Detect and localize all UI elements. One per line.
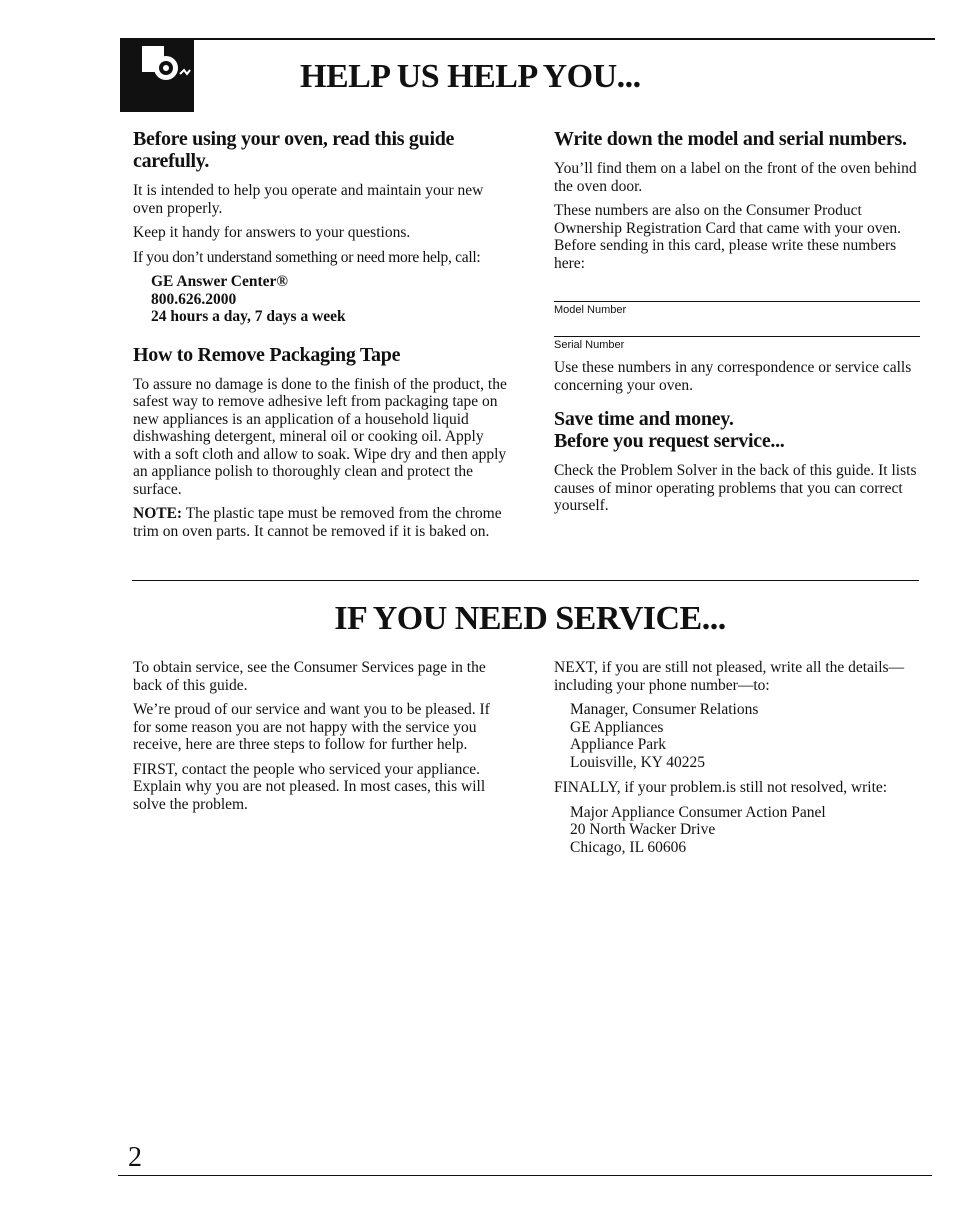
address-action-panel [554, 804, 924, 857]
section-heading-packaging-tape: How to Remove Packaging Tape [133, 343, 401, 366]
paragraph: Keep it handy for answers to your questions. [133, 224, 411, 241]
address-line: Major Appliance Consumer Action Panel [570, 803, 826, 821]
address-line: 20 North Wacker Drive [570, 821, 716, 838]
paragraph: Check the Problem Solver in the back of this guide. It lists causes of minor operating problems that you can correct yourself. [554, 462, 917, 514]
address-consumer-relations [554, 701, 924, 771]
paragraph: To assure no damage is done to the finish of the product, the safest way to remove adhesive left from packaging tape on new appliances is an application of a household liquid dishwashing detergent, mineral oil or cooking oil. Apply with a soft cloth and allow to soak. Wipe dry and then apply an appliance polish to thoroughly clean and protect the surface. [133, 375, 507, 498]
paragraph: To obtain service, see the Consumer Services page in the back of this guide. [133, 659, 486, 694]
paragraph: We’re proud of our service and want you to be pleased. If for some reason you are not happy with the service you receive, here are three steps to follow for further help. [133, 701, 490, 753]
serial-number-line[interactable] [554, 336, 920, 337]
note-text: The plastic tape must be removed from the chrome trim on oven parts. It cannot be removed if it is baked on. [133, 505, 502, 540]
left-column [133, 128, 508, 547]
address-line: GE Appliances [570, 718, 664, 736]
right-column [554, 128, 924, 522]
address-line: Appliance Park [570, 736, 666, 753]
paragraph: These numbers are also on the Consumer Product Ownership Registration Card that came with your oven. Before sending in this card, please write these numbers here: [554, 202, 901, 272]
address-line: Chicago, IL 60606 [570, 838, 687, 856]
page-number: 2 [128, 1142, 142, 1173]
page-title: HELP US HELP YOU... [300, 58, 641, 95]
top-rule [120, 38, 935, 40]
section-divider [132, 580, 919, 581]
paragraph: If you don’t understand something or need more help, call: [133, 248, 481, 266]
service-right-column [554, 659, 924, 864]
serial-number-label: Serial Number [554, 339, 625, 351]
paragraph: You’ll find them on a label on the front of the oven behind the oven door. [554, 160, 917, 195]
contact-hours: 24 hours a day, 7 days a week [151, 308, 346, 325]
model-number-line[interactable] [554, 301, 920, 302]
contact-phone: 800.626.2000 [151, 290, 237, 308]
bottom-rule [118, 1175, 932, 1176]
contact-block [133, 273, 508, 326]
section-heading-save-time: Save time and money. [554, 408, 734, 430]
section-heading-read-guide: Before using your oven, read this guide carefully. [133, 128, 455, 172]
paragraph: FINALLY, if your problem.is still not resolved, write: [554, 779, 888, 796]
model-number-label: Model Number [554, 304, 627, 316]
note-label: NOTE: [133, 505, 183, 522]
oven-icon [120, 38, 194, 112]
paragraph: NEXT, if you are still not pleased, write all the details—including your phone number—to: [554, 659, 905, 694]
paragraph: FIRST, contact the people who serviced your appliance. Explain why you are not pleased. In most cases, this will solve the problem. [133, 760, 486, 813]
paragraph: Use these numbers in any correspondence or service calls concerning your oven. [554, 359, 912, 394]
section-heading-model-serial: Write down the model and serial numbers. [554, 128, 907, 150]
note-paragraph [133, 505, 508, 540]
contact-name: GE Answer Center® [151, 273, 289, 290]
service-left-column [133, 659, 503, 820]
service-title: IF YOU NEED SERVICE... [334, 600, 726, 637]
section-heading-request-service: Before you request service... [554, 430, 785, 452]
address-line: Louisville, KY 40225 [570, 753, 706, 771]
address-line: Manager, Consumer Relations [570, 701, 759, 718]
paragraph: It is intended to help you operate and maintain your new oven properly. [133, 182, 484, 217]
